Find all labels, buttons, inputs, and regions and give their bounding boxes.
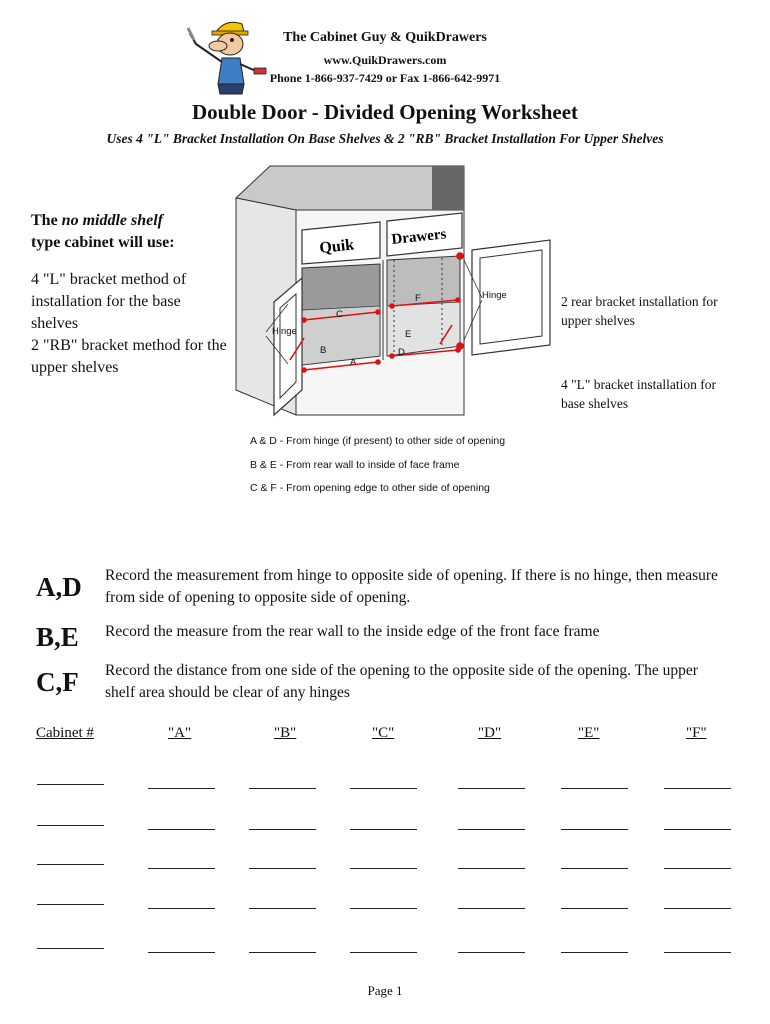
entry-line-r5-c7[interactable] xyxy=(664,952,731,953)
entry-line-r4-c7[interactable] xyxy=(664,908,731,909)
hinge-label-right: Hinge xyxy=(482,290,507,301)
col-header-e: "E" xyxy=(578,725,600,741)
col-header-c: "C" xyxy=(372,725,395,741)
entry-line-r3-c6[interactable] xyxy=(561,868,628,869)
entry-line-r1-c6[interactable] xyxy=(561,788,628,789)
label-b: B xyxy=(320,345,327,356)
entry-line-r5-c5[interactable] xyxy=(458,952,525,953)
page-title: Double Door - Divided Opening Worksheet xyxy=(191,100,579,124)
entry-line-r4-c4[interactable] xyxy=(350,908,417,909)
entry-line-r5-c1[interactable] xyxy=(37,948,104,949)
letters-cf: C,F xyxy=(36,667,79,697)
col-header-b: "B" xyxy=(274,725,297,741)
entry-line-r4-c3[interactable] xyxy=(249,908,316,909)
legend-be: B & E - From rear wall to inside of face frame xyxy=(250,459,460,471)
upper-bracket-note: 2 rear bracket installation for upper shelves xyxy=(561,294,718,328)
entry-line-r3-c5[interactable] xyxy=(458,868,525,869)
entry-line-r3-c1[interactable] xyxy=(37,864,104,865)
letters-ad: A,D xyxy=(36,572,82,602)
entry-line-r2-c3[interactable] xyxy=(249,829,316,830)
page-subtitle: Uses 4 "L" Bracket Installation On Base Shelves & 2 "RB" Bracket Installation For Upper Shelves xyxy=(106,131,664,146)
entry-line-r1-c4[interactable] xyxy=(350,788,417,789)
company-name: The Cabinet Guy & QuikDrawers xyxy=(283,30,487,45)
intro-line2: type cabinet will use: xyxy=(31,234,175,251)
entry-line-r5-c6[interactable] xyxy=(561,952,628,953)
website-link[interactable]: www.QuikDrawers.com xyxy=(323,53,447,67)
label-d: D xyxy=(398,347,405,358)
legend-ad: A & D - From hinge (if present) to other side of opening xyxy=(250,435,506,447)
entry-line-r3-c7[interactable] xyxy=(664,868,731,869)
label-e: E xyxy=(405,329,412,340)
base-bracket-note: 4 "L" bracket installation for base shelves xyxy=(561,377,716,411)
entry-line-r5-c3[interactable] xyxy=(249,952,316,953)
phone-fax: Phone 1-866-937-7429 or Fax 1-866-642-9971 xyxy=(269,71,501,85)
cabinet-diagram xyxy=(232,160,562,425)
col-header-d: "D" xyxy=(478,725,502,741)
entry-line-r1-c7[interactable] xyxy=(664,788,731,789)
entry-line-r3-c2[interactable] xyxy=(148,868,215,869)
entry-line-r4-c6[interactable] xyxy=(561,908,628,909)
label-f: F xyxy=(415,293,421,304)
entry-line-r2-c5[interactable] xyxy=(458,829,525,830)
col-header-a: "A" xyxy=(168,725,192,741)
label-c: C xyxy=(336,309,343,320)
letters-be: B,E xyxy=(36,622,79,652)
entry-line-r5-c4[interactable] xyxy=(350,952,417,953)
drawer-label-drawers: Drawers xyxy=(390,226,448,248)
entry-line-r5-c2[interactable] xyxy=(148,952,215,953)
col-header-cabinet: Cabinet # xyxy=(36,725,94,741)
entry-line-r2-c1[interactable] xyxy=(37,825,104,826)
intro-emphasis: no middle shelf xyxy=(61,212,164,229)
entry-line-r4-c5[interactable] xyxy=(458,908,525,909)
entry-line-r4-c1[interactable] xyxy=(37,904,104,905)
entry-line-r1-c3[interactable] xyxy=(249,788,316,789)
instruction-ad: Record the measurement from hinge to opposite side of opening. If there is no hinge, then measure from side of opening to opposite side of opening. xyxy=(105,567,718,606)
hinge-label-left: Hinge xyxy=(272,326,297,337)
page-number: Page 1 xyxy=(367,983,403,998)
entry-line-r1-c1[interactable] xyxy=(37,784,104,785)
drawer-label-quik: Quik xyxy=(318,236,355,257)
intro-prefix: The xyxy=(31,212,62,229)
entry-line-r2-c7[interactable] xyxy=(664,829,731,830)
entry-line-r3-c4[interactable] xyxy=(350,868,417,869)
upper-shelf-method: 2 "RB" bracket method for the upper shelves xyxy=(31,337,227,376)
col-header-f: "F" xyxy=(686,725,707,741)
left-description xyxy=(31,210,231,379)
label-a: A xyxy=(350,357,357,368)
entry-line-r2-c4[interactable] xyxy=(350,829,417,830)
entry-line-r2-c2[interactable] xyxy=(148,829,215,830)
instruction-be: Record the measure from the rear wall to the inside edge of the front face frame xyxy=(105,623,600,640)
entry-line-r4-c2[interactable] xyxy=(148,908,215,909)
entry-line-r2-c6[interactable] xyxy=(561,829,628,830)
entry-line-r1-c2[interactable] xyxy=(148,788,215,789)
legend-cf: C & F - From opening edge to other side of opening xyxy=(250,482,490,494)
base-shelf-method: 4 "L" bracket method of installation for the base shelves xyxy=(31,271,187,332)
entry-line-r1-c5[interactable] xyxy=(458,788,525,789)
instruction-cf: Record the distance from one side of the opening to the opposite side of the opening. The upper shelf area should be clear of any hinges xyxy=(105,662,698,701)
entry-line-r3-c3[interactable] xyxy=(249,868,316,869)
